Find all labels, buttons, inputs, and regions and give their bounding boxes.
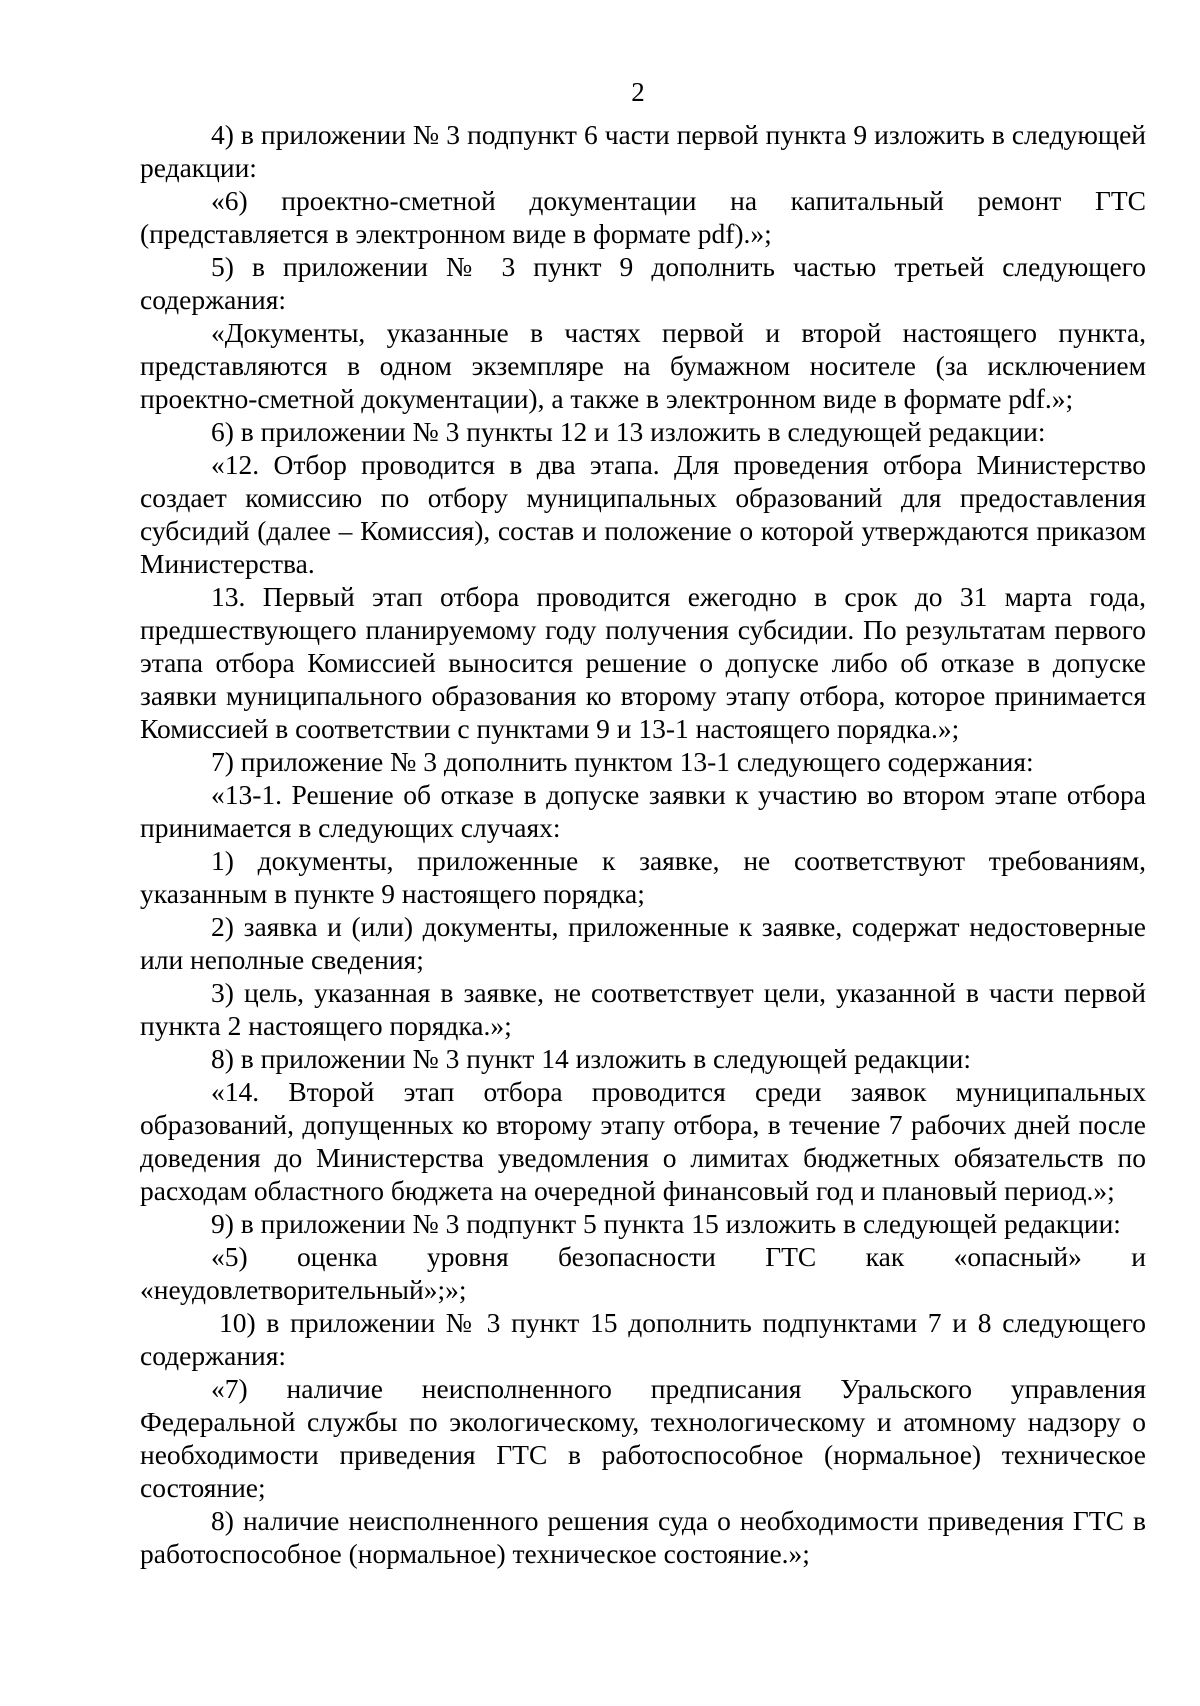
paragraph-point-13: 13. Первый этап отбора проводится ежегодно в срок до 31 марта года, предшествующего планируемому году получения субсидии. По результатам первого этапа отбора Комиссией выносится решение о допуске либо об отказе в допуске заявки муниципального образования ко второму этапу отбора, которое принимается Комиссией в соответствии с пунктами 9 и 13-1 настоящего порядка.»; <box>140 581 1146 744</box>
paragraph-item-9: 9) в приложении № 3 подпункт 5 пункта 15 изложить в следующей редакции: <box>211 1208 1121 1239</box>
paragraph-subitem-8: 8) наличие неисполненного решения суда о необходимости приведения ГТС в работоспособное (нормальное) техническое состояние.»; <box>140 1505 1146 1569</box>
paragraph-documents-quote: «Документы, указанные в частях первой и второй настоящего пункта, представляются в одном экземпляре на бумажном носителе (за исключением проектно-сметной документации), а также в электронном виде в формате pdf.»; <box>140 317 1146 414</box>
page-number: 2 <box>631 77 645 107</box>
paragraph-item-8: 8) в приложении № 3 пункт 14 изложить в следующей редакции: <box>211 1043 972 1074</box>
paragraph-item-6: 6) в приложении № 3 пункты 12 и 13 изложить в следующей редакции: <box>211 416 1046 447</box>
paragraph-subitem-7: «7) наличие неисполненного предписания Уральского управления Федеральной службы по экологическому, технологическому и атомному надзору о необходимости приведения ГТС в работоспособное (нормальное) техническое состояние; <box>140 1373 1146 1503</box>
paragraph-item-5: 5) в приложении № 3 пункт 9 дополнить частью третьей следующего содержания: <box>140 251 1146 315</box>
paragraph-case-2: 2) заявка и (или) документы, приложенные к заявке, содержат недостоверные или неполные сведения; <box>140 911 1146 975</box>
paragraph-case-3: 3) цель, указанная в заявке, не соответствует цели, указанной в части первой пункта 2 настоящего порядка.»; <box>140 977 1146 1041</box>
paragraph-point-13-1: «13-1. Решение об отказе в допуске заявки к участию во втором этапе отбора принимается в следующих случаях: <box>140 779 1146 843</box>
paragraph-point-14: «14. Второй этап отбора проводится среди заявок муниципальных образований, допущенных ко второму этапу отбора, в течение 7 рабочих дней после доведения до Министерства уведомления о лимитах бюджетных обязательств по расходам областного бюджета на очередной финансовый год и плановый период.»; <box>140 1076 1146 1206</box>
paragraph-point-12: «12. Отбор проводится в два этапа. Для проведения отбора Министерство создает комиссию по отбору муниципальных образований для предоставления субсидий (далее – Комиссия), состав и положение о которой утверждаются приказом Министерства. <box>140 449 1146 579</box>
paragraph-case-1: 1) документы, приложенные к заявке, не соответствуют требованиям, указанным в пункте 9 настоящего порядка; <box>140 845 1146 909</box>
paragraph-item-7: 7) приложение № 3 дополнить пунктом 13-1 следующего содержания: <box>211 746 1034 777</box>
paragraph-subitem-5: «5) оценка уровня безопасности ГТС как «опасный» и «неудовлетворительный»;»; <box>140 1241 1146 1305</box>
paragraph-item-4: 4) в приложении № 3 подпункт 6 части первой пункта 9 изложить в следующей редакции: <box>140 119 1146 183</box>
document-body <box>140 118 1146 1570</box>
paragraph-item-10: 10) в приложении № 3 пункт 15 дополнить подпунктами 7 и 8 следующего содержания: <box>140 1307 1146 1371</box>
paragraph-subitem-6: «6) проектно-сметной документации на капитальный ремонт ГТС (представляется в электронном виде в формате pdf).»; <box>140 185 1146 249</box>
